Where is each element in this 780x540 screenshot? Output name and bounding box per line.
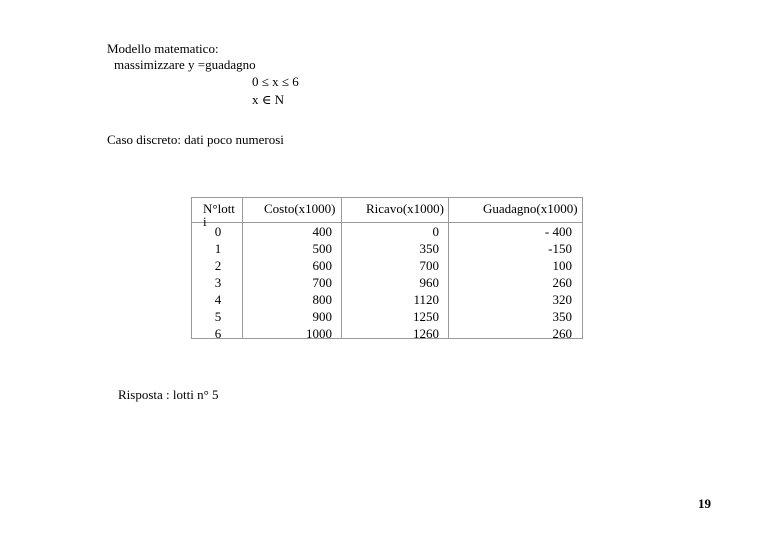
model-constraint-domain: x ∈ N bbox=[252, 92, 285, 107]
cell-profit: 260 bbox=[552, 326, 572, 341]
cell-cost: 1000 bbox=[306, 326, 332, 341]
column-divider bbox=[448, 198, 449, 338]
cell-revenue: 1250 bbox=[413, 309, 439, 324]
data-table bbox=[191, 197, 583, 339]
answer-text: Risposta : lotti n° 5 bbox=[118, 387, 219, 402]
cell-cost: 600 bbox=[312, 258, 332, 273]
model-constraint-range: 0 ≤ x ≤ 6 bbox=[252, 74, 299, 89]
cell-revenue: 960 bbox=[419, 275, 439, 290]
cell-cost: 500 bbox=[312, 241, 332, 256]
cell-lots: 4 bbox=[214, 292, 222, 307]
cell-profit: 350 bbox=[552, 309, 572, 324]
cell-profit: 320 bbox=[552, 292, 572, 307]
cell-cost: 800 bbox=[312, 292, 332, 307]
cell-profit: - 400 bbox=[544, 224, 572, 239]
page-number: 19 bbox=[698, 496, 711, 511]
header-cost: Costo(x1000) bbox=[264, 201, 336, 216]
header-revenue: Ricavo(x1000) bbox=[366, 201, 444, 216]
cell-profit: -150 bbox=[548, 241, 572, 256]
cell-revenue: 1120 bbox=[413, 292, 439, 307]
cell-profit: 260 bbox=[552, 275, 572, 290]
cell-revenue: 700 bbox=[419, 258, 439, 273]
cell-profit: 100 bbox=[552, 258, 572, 273]
cell-cost: 900 bbox=[312, 309, 332, 324]
header-profit: Guadagno(x1000) bbox=[483, 201, 578, 216]
model-title: Modello matematico: bbox=[107, 41, 219, 56]
cell-cost: 400 bbox=[312, 224, 332, 239]
cell-revenue: 0 bbox=[432, 224, 439, 239]
cell-lots: 2 bbox=[214, 258, 222, 273]
cell-revenue: 350 bbox=[419, 241, 439, 256]
header-lots: N°lott i bbox=[203, 201, 235, 229]
cell-lots: 5 bbox=[214, 309, 222, 324]
model-objective: massimizzare y =guadagno bbox=[114, 57, 256, 72]
cell-lots: 3 bbox=[214, 275, 222, 290]
cell-revenue: 1260 bbox=[413, 326, 439, 341]
column-divider bbox=[341, 198, 342, 338]
cell-lots: 1 bbox=[214, 241, 222, 256]
cell-cost: 700 bbox=[312, 275, 332, 290]
case-description: Caso discreto: dati poco numerosi bbox=[107, 132, 284, 147]
column-divider bbox=[242, 198, 243, 338]
cell-lots: 0 bbox=[214, 224, 222, 239]
cell-lots: 6 bbox=[214, 326, 222, 341]
